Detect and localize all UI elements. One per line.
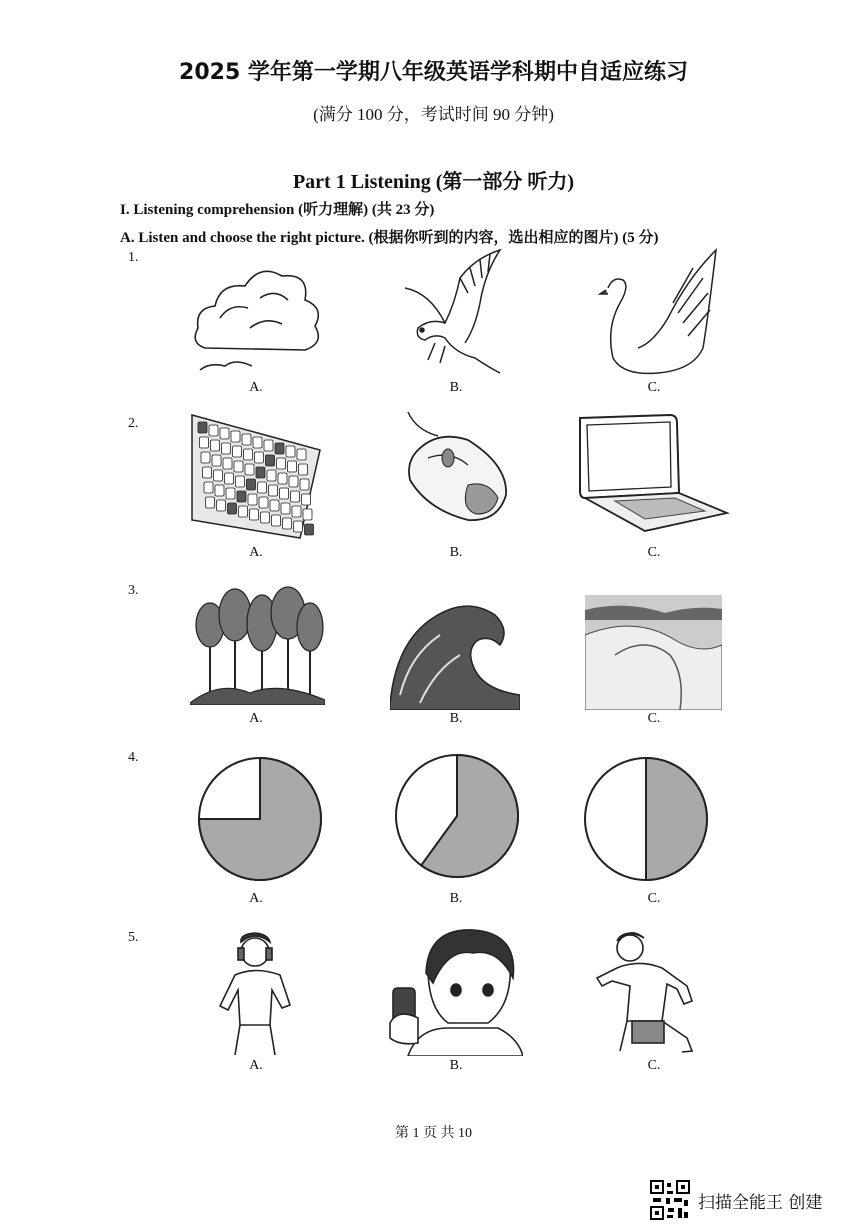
keyboard-key — [247, 479, 256, 490]
keyboard-key — [222, 443, 231, 454]
keyboard-key — [217, 500, 226, 511]
option-b[interactable]: B. — [449, 711, 463, 726]
keyboard-key — [256, 467, 265, 478]
keyboard-key — [299, 464, 308, 475]
keyboard-key — [233, 446, 242, 457]
boy-with-headphones-picture[interactable] — [210, 930, 310, 1060]
keyboard-key — [239, 506, 248, 517]
page-title: 2025 学年第一学期八年级英语学科期中自适应练习 — [179, 60, 688, 85]
boy-with-phone-picture[interactable] — [388, 928, 523, 1061]
part-heading: Part 1 Listening (第一部分 听力) — [292, 171, 575, 193]
keyboard-key — [236, 476, 245, 487]
keyboard-key — [272, 515, 281, 526]
keyboard-picture[interactable] — [190, 410, 325, 545]
keyboard-key — [292, 506, 301, 517]
keyboard-key — [261, 512, 270, 523]
keyboard-key — [302, 494, 311, 505]
desert-picture[interactable] — [585, 595, 722, 715]
wave-picture[interactable] — [390, 595, 520, 715]
cloud-picture[interactable] — [190, 258, 325, 381]
keyboard-key — [281, 503, 290, 514]
keyboard-key — [215, 485, 224, 496]
keyboard-key — [225, 473, 234, 484]
keyboard-key — [269, 485, 278, 496]
keyboard-key — [297, 449, 306, 460]
keyboard-key — [245, 464, 254, 475]
page-number: 第 1 页 共 10 — [395, 1126, 472, 1141]
option-a[interactable]: A. — [249, 545, 263, 560]
section-title: I. Listening comprehension (听力理解) (共 23 分) — [120, 202, 435, 218]
keyboard-key — [305, 524, 314, 535]
keyboard-key — [204, 482, 213, 493]
keyboard-key — [300, 479, 309, 490]
keyboard-key — [288, 461, 297, 472]
question-number: 4. — [128, 750, 139, 765]
option-c[interactable]: C. — [647, 380, 661, 395]
option-b[interactable]: B. — [449, 545, 463, 560]
pie-chart-b[interactable] — [393, 752, 521, 885]
keyboard-key — [259, 497, 268, 508]
keyboard-key — [209, 425, 218, 436]
keyboard-key — [286, 446, 295, 457]
watermark-text: 扫描全能王 创建 — [698, 1192, 823, 1213]
keyboard-key — [267, 470, 276, 481]
keyboard-key — [237, 491, 246, 502]
swan-picture[interactable] — [598, 248, 718, 383]
keyboard-key — [211, 440, 220, 451]
question-number: 1. — [128, 250, 139, 265]
laptop-picture[interactable] — [575, 413, 730, 538]
keyboard-key — [201, 452, 210, 463]
keyboard-key — [255, 452, 264, 463]
keyboard-key — [200, 437, 209, 448]
forest-picture[interactable] — [190, 585, 325, 710]
keyboard-key — [214, 470, 223, 481]
boy-running-picture[interactable] — [592, 926, 702, 1061]
option-b[interactable]: B. — [449, 1058, 463, 1073]
keyboard-key — [206, 497, 215, 508]
keyboard-key — [226, 488, 235, 499]
keyboard-key — [280, 488, 289, 499]
keyboard-key — [291, 491, 300, 502]
keyboard-key — [270, 500, 279, 511]
option-b[interactable]: B. — [449, 891, 463, 906]
keyboard-key — [250, 509, 259, 520]
question-number: 3. — [128, 583, 139, 598]
keyboard-key — [278, 473, 287, 484]
scanner-watermark — [650, 1180, 822, 1220]
page-subtitle: (满分 100 分，考试时间 90 分钟) — [313, 105, 554, 124]
option-c[interactable]: C. — [647, 1058, 661, 1073]
keyboard-key — [277, 458, 286, 469]
keyboard-key — [275, 443, 284, 454]
keyboard-key — [198, 422, 207, 433]
keyboard-key — [231, 431, 240, 442]
question-number: 2. — [128, 416, 139, 431]
keyboard-key — [266, 455, 275, 466]
section-instructions: A. Listen and choose the right picture. (根据你听到的内容，选出相应的图片) (5 分) — [120, 230, 659, 246]
qr-code-icon — [650, 1180, 690, 1220]
keyboard-key — [244, 449, 253, 460]
option-c[interactable]: C. — [647, 891, 661, 906]
keyboard-key — [303, 509, 312, 520]
option-c[interactable]: C. — [647, 711, 661, 726]
keyboard-key — [220, 428, 229, 439]
option-a[interactable]: A. — [249, 891, 263, 906]
keyboard-key — [248, 494, 257, 505]
keyboard-key — [203, 467, 212, 478]
keyboard-key — [258, 482, 267, 493]
keyboard-key — [223, 458, 232, 469]
keyboard-key — [242, 434, 251, 445]
keyboard-key — [283, 518, 292, 529]
option-b[interactable]: B. — [449, 380, 463, 395]
keyboard-key — [234, 461, 243, 472]
pie-chart-a[interactable] — [196, 755, 324, 888]
keyboard-key — [228, 503, 237, 514]
pie-shaded-slice — [646, 758, 707, 880]
pie-chart-c[interactable] — [582, 755, 710, 888]
option-c[interactable]: C. — [647, 545, 661, 560]
option-a[interactable]: A. — [249, 380, 263, 395]
keyboard-key — [253, 437, 262, 448]
keyboard-key — [212, 455, 221, 466]
keyboard-key — [264, 440, 273, 451]
keyboard-key — [294, 521, 303, 532]
mouse-picture[interactable] — [398, 410, 513, 530]
option-a[interactable]: A. — [249, 711, 263, 726]
option-a[interactable]: A. — [249, 1058, 263, 1073]
question-number: 5. — [128, 930, 139, 945]
keyboard-key — [289, 476, 298, 487]
eagle-picture[interactable] — [400, 248, 510, 383]
